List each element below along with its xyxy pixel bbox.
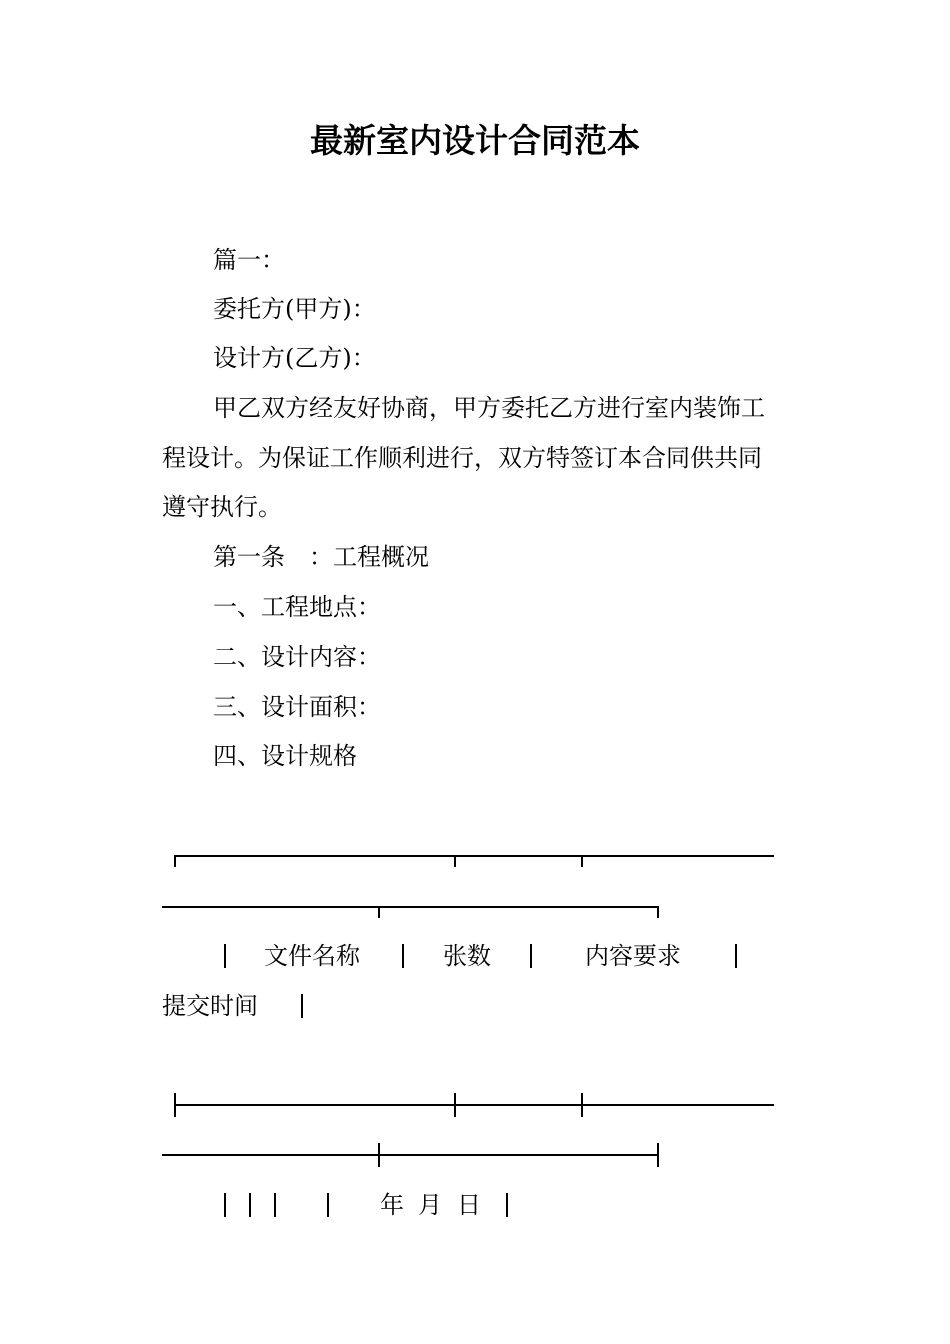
- item-spec: 四、设计规格: [213, 742, 357, 770]
- date-year: 年: [380, 1191, 404, 1219]
- date-day: 日: [457, 1191, 481, 1219]
- date-month: 月: [418, 1191, 442, 1219]
- party-b-line: 设计方(乙方)：: [213, 344, 376, 372]
- article-1-heading: 第一条 ：工程概况: [213, 543, 429, 571]
- item-content: 二、设计内容：: [213, 643, 381, 671]
- section-label: 篇一：: [213, 246, 285, 274]
- intro-line-1: 甲乙双方经友好协商，甲方委托乙方进行室内装饰工: [213, 394, 765, 422]
- item-location: 一、工程地点：: [213, 593, 381, 621]
- header-content-requirements: 内容要求: [585, 942, 681, 970]
- item-area: 三、设计面积：: [213, 693, 381, 721]
- header-file-name: 文件名称: [264, 942, 360, 970]
- party-a-line: 委托方(甲方)：: [213, 295, 376, 323]
- header-sheet-count: 张数: [443, 942, 491, 970]
- document-title: 最新室内设计合同范本: [310, 121, 640, 160]
- intro-line-2: 程设计。为保证工作顺利进行，双方特签订本合同供共同: [162, 444, 762, 472]
- header-submit-time: 提交时间: [162, 992, 258, 1020]
- intro-line-3: 遵守执行。: [162, 493, 282, 521]
